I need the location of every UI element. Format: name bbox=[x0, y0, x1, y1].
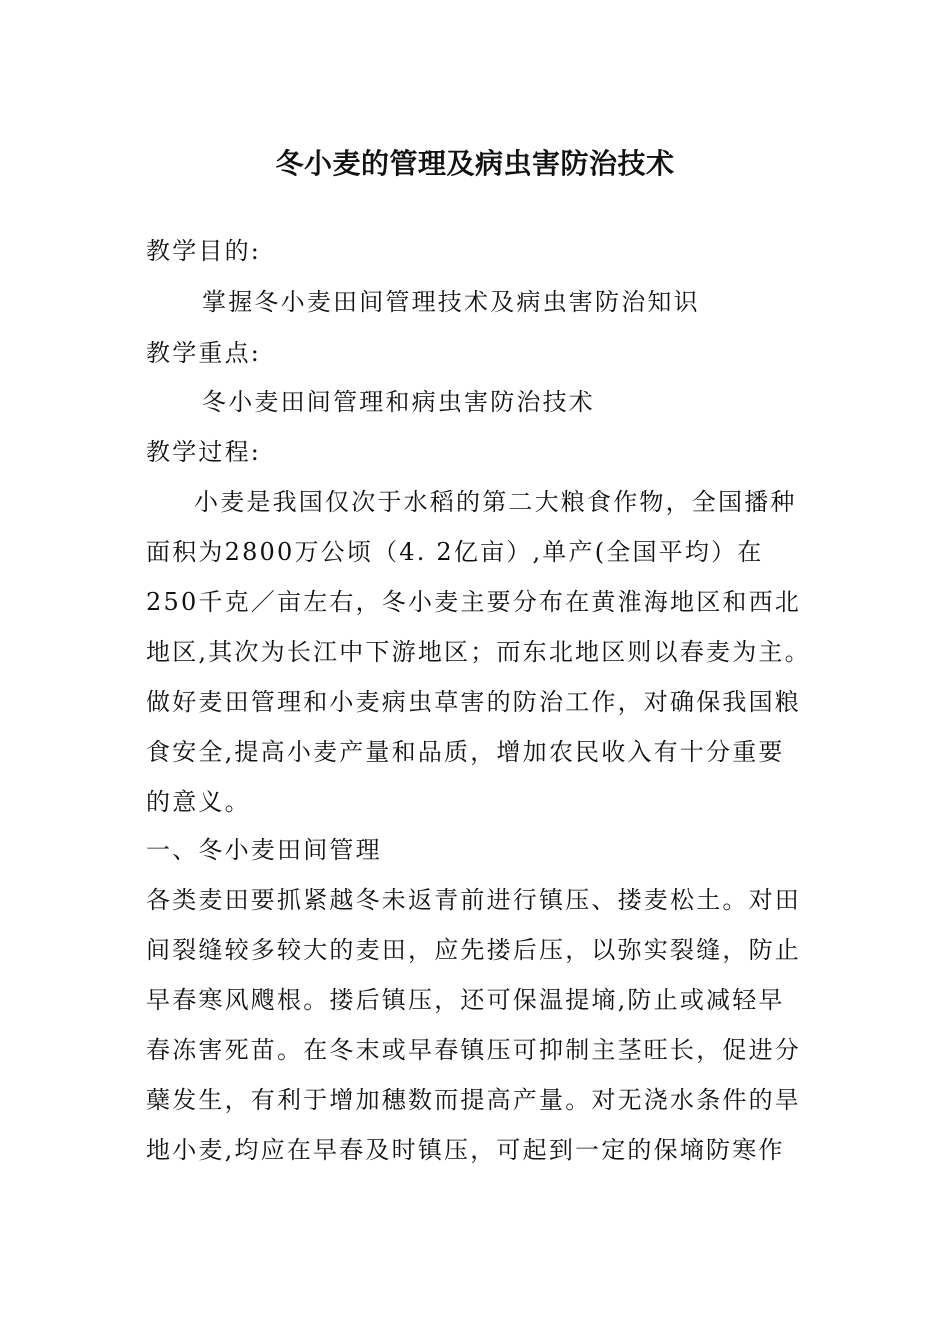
focus-label: 教学重点: bbox=[146, 339, 262, 367]
process-label: 教学过程: bbox=[146, 438, 262, 466]
focus-text: 冬小麦田间管理和病虫害防治技术 bbox=[202, 388, 595, 416]
intro-line: 面积为2800万公顷（4. 2亿亩）,单产(全国平均）在 bbox=[146, 538, 764, 566]
management-line: 早春寒风飕根。搂后镇压，还可保温提墒,防止或减轻早 bbox=[146, 986, 785, 1014]
management-line: 间裂缝较多较大的麦田，应先搂后压，以弥实裂缝，防止 bbox=[146, 936, 801, 964]
management-line: 各类麦田要抓紧越冬未返青前进行镇压、搂麦松土。对田 bbox=[146, 886, 801, 914]
intro-line: 小麦是我国仅次于水稻的第二大粮食作物，全国播种 bbox=[194, 488, 797, 516]
intro-line: 250千克／亩左右，冬小麦主要分布在黄淮海地区和西北 bbox=[146, 588, 802, 616]
management-line: 蘖发生，有利于增加穗数而提高产量。对无浇水条件的旱 bbox=[146, 1086, 801, 1114]
intro-line: 的意义。 bbox=[146, 788, 251, 816]
document-title: 冬小麦的管理及病虫害防治技术 bbox=[275, 147, 675, 180]
objective-label: 教学目的: bbox=[146, 237, 262, 265]
section-heading: 一、冬小麦田间管理 bbox=[146, 836, 382, 864]
intro-line: 地区,其次为长江中下游地区；而东北地区则以春麦为主。 bbox=[146, 638, 811, 666]
management-line: 春冻害死苗。在冬末或早春镇压可抑制主茎旺长，促进分 bbox=[146, 1036, 801, 1064]
objective-text: 掌握冬小麦田间管理技术及病虫害防治知识 bbox=[202, 288, 700, 316]
intro-line: 做好麦田管理和小麦病虫草害的防治工作，对确保我国粮 bbox=[146, 688, 801, 716]
management-line: 地小麦,均应在早春及时镇压，可起到一定的保墒防寒作 bbox=[146, 1136, 785, 1164]
intro-line: 食安全,提高小麦产量和品质，增加农民收入有十分重要 bbox=[146, 738, 785, 766]
